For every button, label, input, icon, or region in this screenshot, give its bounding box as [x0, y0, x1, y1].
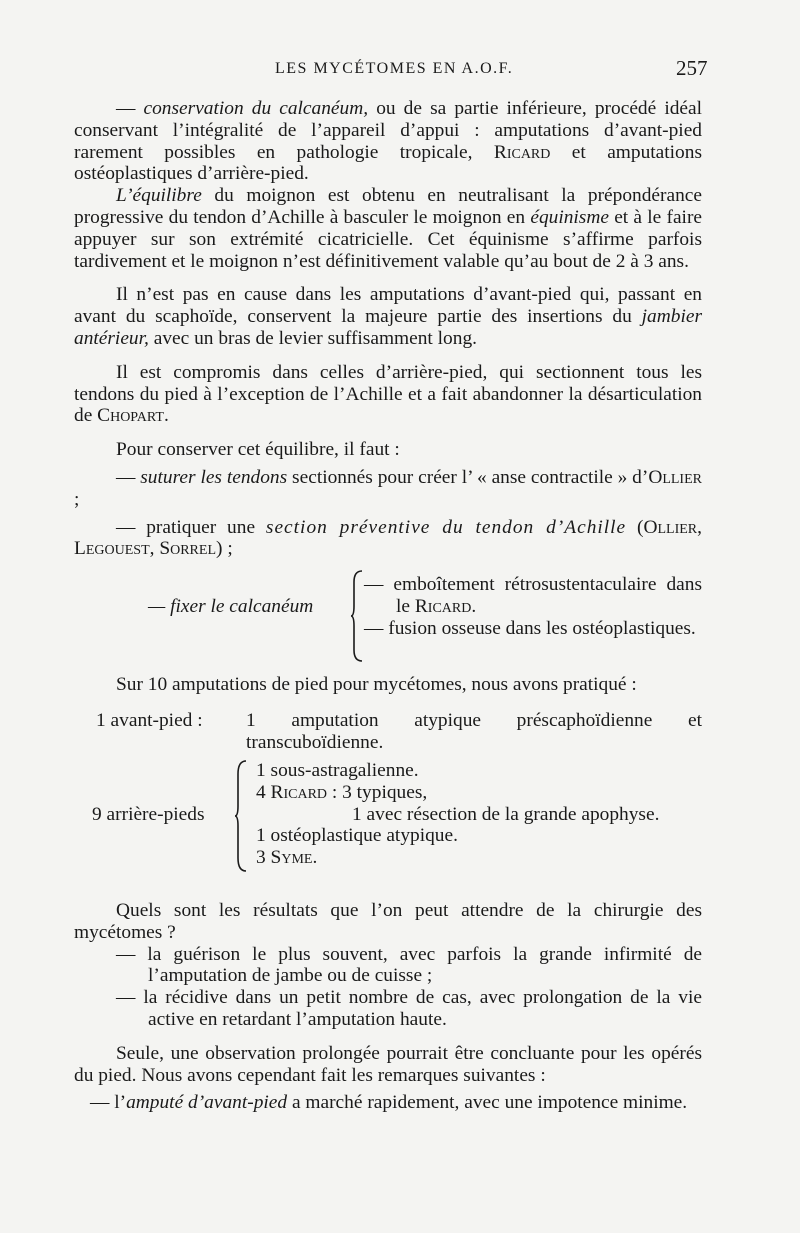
fix-calcaneum-items [364, 574, 702, 639]
arriere-pieds-items [256, 760, 702, 869]
arriere-pieds-block [74, 760, 702, 872]
fix-item-emboitement: — emboîtement rétrosustentaculaire dans le Ricard. [364, 574, 702, 617]
brace-icon [350, 570, 364, 662]
paragraph-conservation-calcaneum: — conservation du calcanéum, ou de sa partie inférieure, procédé idéal conservant l’intégralité de l’appareil d’appui : amputations d’avant-pied rarement possibles en pathologie tropicale, Ricard et amputations ostéoplastiques d’arrière-pied. [74, 98, 703, 185]
arriere-item: 4 Ricard : 3 typiques, [256, 781, 428, 803]
author-name: Ricard [493, 141, 551, 163]
running-title: LES MYCÉTOMES EN A.O.F. [275, 60, 514, 77]
avant-pied-label: 1 avant-pied : [96, 709, 203, 731]
paragraph-arriere-pied: Il est compromis dans celles d’arrière-pied, qui sectionnent tous les tendons du pied à l’exception de l’Achille et a fait abandonner la désarticulation de Chopart. [74, 361, 702, 427]
avant-pied-text: 1 amputation atypique préscaphoïdienne et transcuboïdienne. [246, 709, 702, 753]
fix-calcaneum-label: — fixer le calcanéum [148, 596, 314, 618]
brace-icon [234, 760, 248, 872]
list-item-section: — pratiquer une section préventive du tendon d’Achille (Ollier, Legouest, Sorrel) ; [74, 516, 702, 560]
avant-pied-row [74, 710, 702, 754]
page-header [0, 56, 800, 84]
list-item-suturer: — suturer les tendons sectionnés pour créer l’ « anse contractile » d’Ollier ; [74, 466, 702, 510]
paragraph-observation: Seule, une observation prolongée pourrait être concluante pour les opérés du pied. Nous avons cependant fait les remarques suivantes : [74, 1042, 702, 1086]
arriere-item: 1 sous-astragalienne. [256, 759, 419, 781]
author-name: Ollier [648, 466, 702, 488]
paragraph-sur-10: Sur 10 amputations de pied pour mycétomes, nous avons pratiqué : [116, 674, 637, 696]
fix-item-fusion: — fusion osseuse dans les ostéoplastiques. [364, 617, 696, 639]
paragraph-resultats: Quels sont les résultats que l’on peut attendre de la chirurgie des mycétomes ? [74, 899, 702, 943]
arriere-subitem: 1 avec résection de la grande apophyse. [352, 803, 660, 825]
remark-item-ampute: — l’amputé d’avant-pied a marché rapidement, avec une impotence minime. [90, 1092, 688, 1114]
arriere-item: 1 ostéoplastique atypique. [256, 825, 458, 847]
arriere-item: 3 Syme. [256, 847, 318, 869]
page-body [74, 98, 702, 1114]
arriere-pieds-label: 9 arrière-pieds [92, 803, 205, 825]
paragraph-equilibre: L’équilibre du moignon est obtenu en neutralisant la prépondérance progressive du tendon d’Achille à basculer le moignon en équinisme et à le faire appuyer sur son extrémité cicatricielle. Cet équinisme s’affirme parfois tardivement et le moignon n’est définitivement valable qu’au bout de 2 à 3 ans. [74, 185, 703, 272]
fix-calcaneum-block [74, 574, 702, 662]
result-item-recidive: — la récidive dans un petit nombre de cas, avec prolongation de la vie active en retardant l’amputation haute. [116, 987, 702, 1030]
author-name: Chopart [97, 405, 164, 427]
result-item-guerison: — la guérison le plus souvent, avec parfois la grande infirmité de l’amputation de jambe ou de cuisse ; [116, 943, 702, 987]
page-number: 257 [676, 56, 708, 80]
paragraph-avant-pied: Il n’est pas en cause dans les amputations d’avant-pied qui, passant en avant du scaphoïde, conservent la majeure partie des insertions du jambier antérieur, avec un bras de levier suffisamment long. [74, 284, 702, 349]
paragraph-conserver: Pour conserver cet équilibre, il faut : [116, 439, 400, 461]
